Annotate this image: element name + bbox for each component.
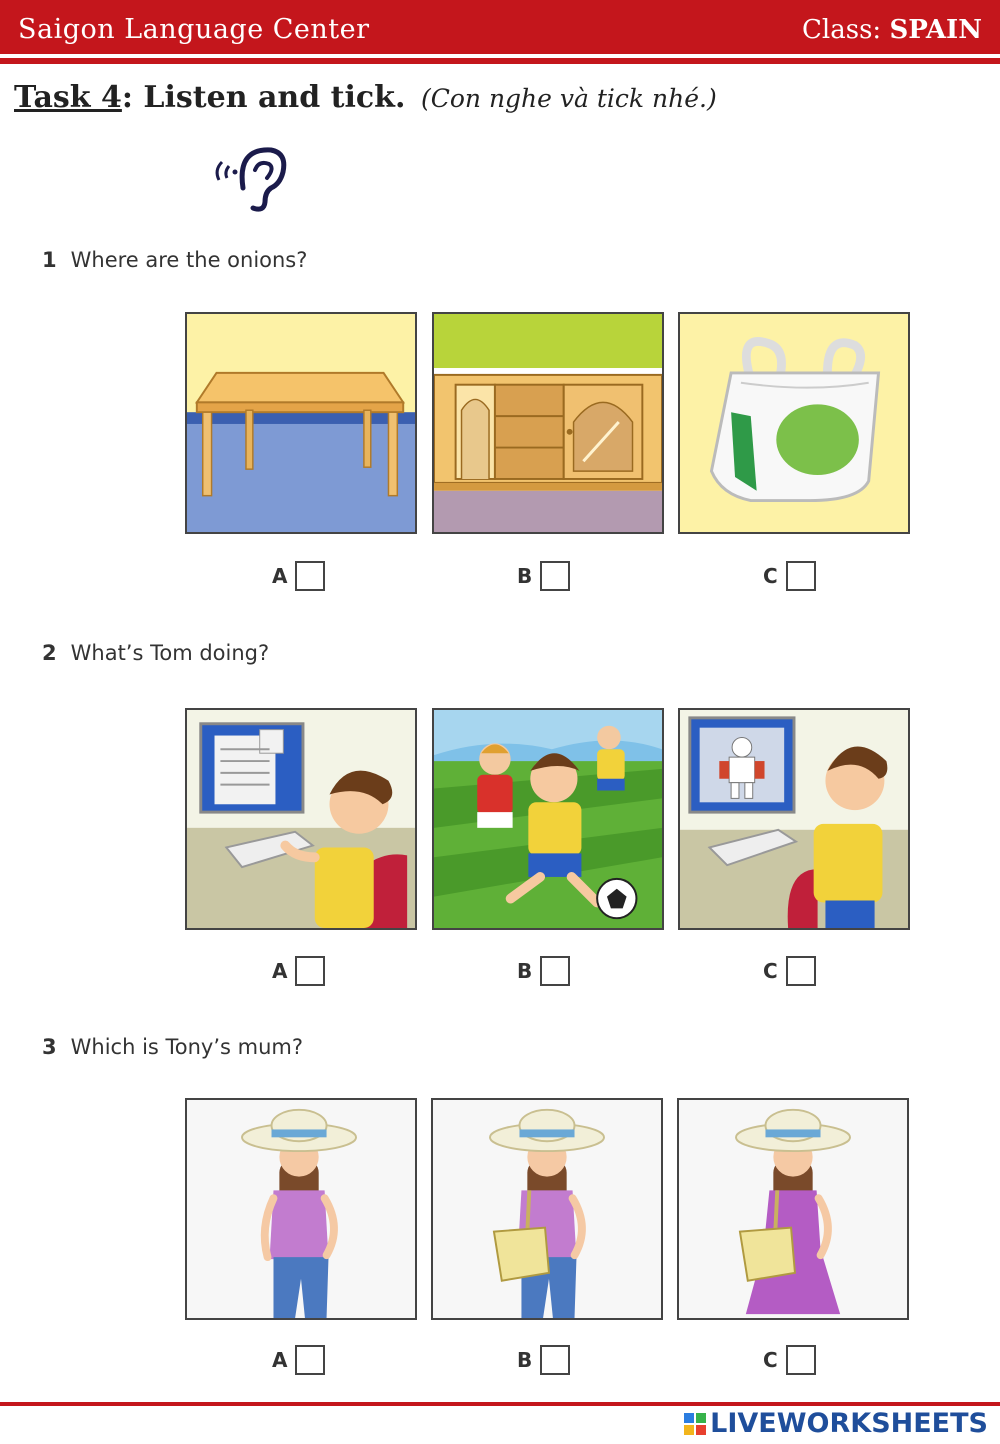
checkbox-2c[interactable] <box>786 956 816 986</box>
option-letter: A <box>272 1348 288 1372</box>
task-label: Task 4 <box>14 80 122 115</box>
option-2b <box>517 956 570 986</box>
checkbox-1c[interactable] <box>786 561 816 591</box>
option-letter: B <box>517 959 533 983</box>
question-3 <box>42 1035 303 1059</box>
option-letter: A <box>272 959 288 983</box>
question-1 <box>42 248 307 272</box>
option-1a <box>272 561 325 591</box>
liveworksheets-logo[interactable] <box>684 1408 988 1439</box>
picture-boy-typing <box>185 708 417 930</box>
question-number: 1 <box>42 248 57 272</box>
option-letter: B <box>517 1348 533 1372</box>
class-info <box>802 15 982 45</box>
question-number: 2 <box>42 641 57 665</box>
picture-boy-robot-computer <box>678 708 910 930</box>
option-letter: C <box>763 564 778 588</box>
option-3a <box>272 1345 325 1375</box>
header-bar <box>0 0 1000 54</box>
question-number: 3 <box>42 1035 57 1059</box>
picture-table <box>185 312 417 534</box>
footer-divider <box>0 1402 1000 1406</box>
class-label: Class: <box>802 15 882 45</box>
class-value: SPAIN <box>889 15 982 45</box>
option-2c <box>763 956 816 986</box>
option-3b <box>517 1345 570 1375</box>
option-3c <box>763 1345 816 1375</box>
option-1c <box>763 561 816 591</box>
checkbox-1a[interactable] <box>295 561 325 591</box>
picture-woman-jeans <box>185 1098 417 1320</box>
checkbox-2b[interactable] <box>540 956 570 986</box>
center-name: Saigon Language Center <box>18 14 370 45</box>
brand-name: LIVEWORKSHEETS <box>710 1408 988 1439</box>
option-letter: C <box>763 959 778 983</box>
checkbox-3a[interactable] <box>295 1345 325 1375</box>
option-letter: B <box>517 564 533 588</box>
task-heading <box>14 80 717 115</box>
picture-boys-football <box>432 708 664 930</box>
option-2a <box>272 956 325 986</box>
task-title: : Listen and tick. <box>121 80 406 115</box>
checkbox-2a[interactable] <box>295 956 325 986</box>
question-text: What’s Tom doing? <box>70 641 270 665</box>
picture-woman-jeans-bag <box>431 1098 663 1320</box>
option-letter: C <box>763 1348 778 1372</box>
picture-cupboard <box>432 312 664 534</box>
listening-ear-icon <box>205 140 287 216</box>
checkbox-1b[interactable] <box>540 561 570 591</box>
question-2 <box>42 641 269 665</box>
question-text: Where are the onions? <box>70 248 308 272</box>
liveworksheets-logo-icon <box>684 1413 706 1435</box>
option-letter: A <box>272 564 288 588</box>
task-subtitle: (Con nghe và tick nhé.) <box>420 84 717 113</box>
question-text: Which is Tony’s mum? <box>70 1035 304 1059</box>
checkbox-3b[interactable] <box>540 1345 570 1375</box>
header-divider <box>0 58 1000 64</box>
picture-shopping-bag <box>678 312 910 534</box>
checkbox-3c[interactable] <box>786 1345 816 1375</box>
picture-woman-dress-bag <box>677 1098 909 1320</box>
option-1b <box>517 561 570 591</box>
